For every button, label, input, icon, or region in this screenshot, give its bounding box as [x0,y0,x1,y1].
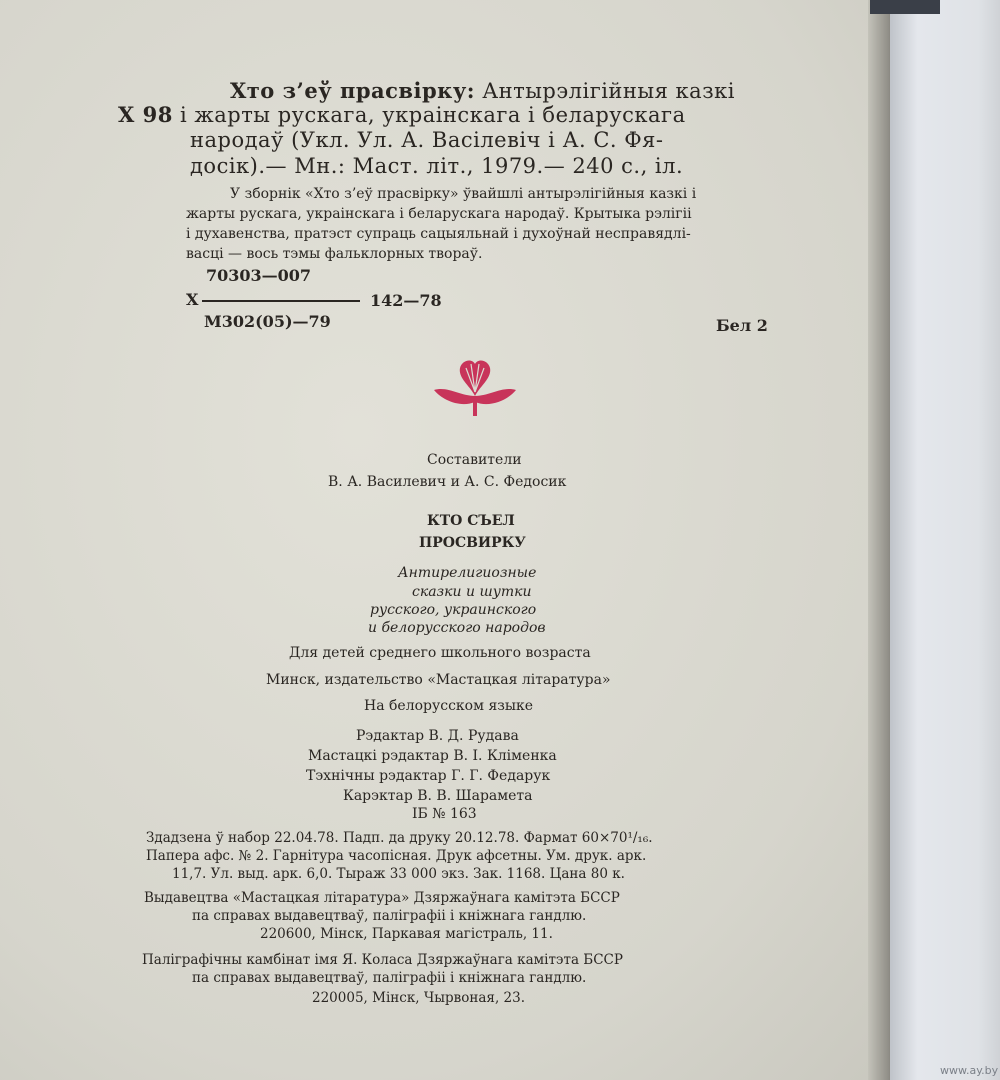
printer-info-line: па справах выдавецтваў, паліграфіі і кніжнага гандлю. [192,970,587,986]
binding-corner [870,0,940,14]
publisher: Минск, издательство «Мастацкая літаратура» [266,672,611,688]
subtitle-line: сказки и шутки [412,584,532,600]
staff-line: Мастацкі рэдактар В. І. Кліменка [308,748,557,764]
compilers-label: Составители [427,452,522,468]
compilers-names: В. А. Василевич и А. С. Федосик [328,474,567,490]
print-info-line: 11,7. Ул. выд. арк. 6,0. Тыраж 33 000 экз. Зак. 1168. Цана 80 к. [172,866,625,882]
catalog-title: Хто з’еў прасвірку: [230,78,476,103]
catalog-line-4: досік).— Мн.: Маст. літ., 1979.— 240 с., іл. [190,154,684,178]
audience: Для детей среднего школьного возраста [289,645,591,661]
flower-emblem-icon [430,356,520,422]
subtitle-line: Антирелигиозные [398,565,537,581]
catalog-line-2 [118,102,686,127]
catalog-line-2-text: і жарты рускага, украінскага і беларускага [180,103,686,127]
abstract-line: жарты рускага, украінскага і беларускага народаў. Крытыка рэлігіі [186,206,692,222]
code-top: 70303—007 [206,266,312,285]
printer-info-line: Паліграфічны камбінат імя Я. Коласа Дзяржаўнага камітэта БССР [142,952,623,968]
printer-info-line: 220005, Мінск, Чырвоная, 23. [312,990,526,1006]
bel-index: Бел 2 [716,316,768,335]
code-right: 142—78 [370,291,442,310]
staff-line: Тэхнічны рэдактар Г. Г. Федарук [306,768,551,784]
abstract-line: У зборнік «Хто з’еў прасвірку» ўвайшлі антырэлігійныя казкі і [230,186,697,202]
watermark: www.ay.by [940,1064,999,1077]
facing-page [890,0,1000,1080]
language-note: На белорусском языке [364,698,534,714]
code-bottom: М302(05)—79 [204,312,331,331]
abstract-line: васці — вось тэмы фальклорных твораў. [186,246,483,262]
publisher-info-line: па справах выдавецтваў, паліграфіі і кніжнага гандлю. [192,908,587,924]
catalog-line-3: народаў (Укл. Ул. А. Васілевіч і А. С. Фя- [190,128,664,152]
subtitle-line: и белорусского народов [368,620,546,636]
publisher-info-line: Выдавецтва «Мастацкая літаратура» Дзяржаўнага камітэта БССР [144,890,620,906]
abstract-line: і духавенства, пратэст супраць сацыяльнай і духоўнай несправядлі- [186,226,691,242]
publisher-info-line: 220600, Мінск, Паркавая магістраль, 11. [260,926,553,942]
print-info-line: Здадзена ў набор 22.04.78. Падп. да друку 20.12.78. Фармат 60×70¹/₁₆. [146,830,653,846]
catalog-title-rest: Антырэлігійныя казкі [482,79,735,103]
book-title-line-2: ПРОСВИРКУ [419,535,526,551]
ib-number: ІБ № 163 [412,806,477,822]
catalog-title-line [230,78,735,103]
staff-line: Карэктар В. В. Шарамета [343,788,533,804]
subtitle-line: русского, украинского [370,602,537,618]
shelf-mark: Х 98 [118,102,173,127]
staff-line: Рэдактар В. Д. Рудава [356,728,519,744]
print-info-line: Папера афс. № 2. Гарнітура часопісная. Друк афсетны. Ум. друк. арк. [146,848,647,864]
book-title-line-1: КТО СЪЕЛ [427,513,515,529]
code-prefix: Х [186,290,199,309]
fraction-line [202,300,360,302]
